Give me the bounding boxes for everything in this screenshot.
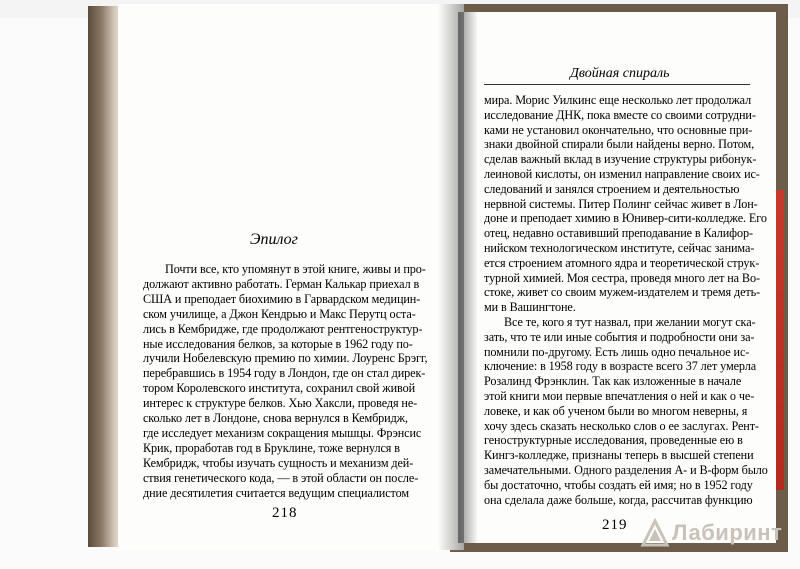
text-line: исследование ДНК, пока вместе со своими сотрудни-: [484, 107, 756, 122]
page-number: 218: [272, 505, 298, 521]
cover-red-stripe: [776, 190, 784, 490]
text-line: Крик, проработав год в Бруклине, тоже вернулся в: [143, 440, 400, 455]
text-line: где исследует механизм сокращения мышцы. Фрэнсис: [143, 425, 422, 440]
text-line: бы достаточно, чтобы создать ей имя; но в 1952 году: [484, 477, 753, 492]
text-line: этой книги мои первые впечатления о ней и как о че-: [484, 389, 755, 403]
text-line: леиновой кислоты, он изменил направление своих ис-: [484, 167, 760, 181]
text-line: лись в Кембридже, где продолжают рентгеноструктур-: [143, 321, 423, 336]
book-page-edges: [88, 6, 122, 547]
text-line: мира. Морис Уилкинс еще несколько лет продолжал: [484, 93, 752, 107]
text-line: Почти все, кто упомянут в этой книге, живы и про-: [165, 262, 426, 276]
text-line: дние десятилетия считается ведущим специалистом: [143, 485, 409, 500]
text-line: ствия генетического кода, — в этой области он после-: [143, 470, 419, 485]
text-line: ловеке, и как об ученом были во многом неверны, я: [484, 403, 748, 418]
text-line: тором Королевского института, сохранил свой живой: [143, 381, 416, 396]
text-line: Розалинд Фрэнклин. Так как изложенные в начале: [484, 374, 742, 389]
text-line: ключение: в 1958 году в возрасте всего 37 лет умерла: [484, 359, 757, 374]
text-line: хочу здесь сказать несколько слов о ее заслугах. Рент-: [484, 418, 759, 433]
text-line: сделав важный вклад в изучение структуры рибонук-: [484, 152, 757, 167]
text-line: должают активно работать. Герман Калькар приехал в: [143, 276, 420, 291]
text-line: ском училище, а Джон Кендрью и Макс Перутц оста-: [143, 306, 416, 321]
text-line: перебравшись в 1954 году в Лондон, где он стал дирек-: [143, 366, 426, 381]
text-line: лучили Нобелевскую премию по химии. Лоуренс Брэгг,: [143, 351, 428, 366]
page-number: 219: [602, 517, 628, 533]
text-line: сколько лет в Лондоне, снова вернулся в Кембридж,: [143, 411, 408, 425]
text-line: помнили по-другому. Есть лишь одно печальное ис-: [484, 344, 750, 359]
text-line: зать, что те или иные события и подробности они за-: [484, 329, 755, 344]
chapter-title: Эпилог: [250, 231, 298, 248]
running-head: Двойная спираль: [570, 66, 670, 81]
text-line: интерес к структуре белков. Хью Хаксли, проведя не-: [143, 396, 418, 411]
text-line: Кембридж, чтобы изучать сущность и механизм дей-: [143, 455, 414, 470]
text-line: стоке, живет со своим мужем-издателем и тремя деть-: [484, 285, 761, 300]
text-line: Кингз-колледже, признаны теперь в высшей степени: [484, 448, 754, 463]
right-gutter-shadow: [458, 12, 478, 543]
text-line: США и преподает биохимию в Гарвардском медицин-: [143, 291, 421, 306]
text-line: отец, недавно оставивший преподавание в Калифор-: [484, 226, 753, 241]
labirint-logo-icon: [640, 518, 670, 548]
text-line: ется строением атомного ядра и теоретической струк-: [484, 255, 760, 270]
text-line: ками не установил окончательно, что основные при-: [484, 122, 753, 137]
text-line: нервной системы. Питер Полинг сейчас живет в Лон-: [484, 196, 758, 211]
text-line: Все те, кого я тут назвал, при желании могут ска-: [504, 315, 756, 329]
text-line: нийском технологическом институте, сейчас занима-: [484, 241, 755, 255]
text-line: знаки двойной спирали были найдены верно. Потом,: [484, 137, 755, 152]
watermark: [640, 518, 782, 548]
running-head-rule: [484, 84, 750, 85]
text-line: турной химией. Моя сестра, проведя много лет на Во-: [484, 270, 760, 285]
text-line: ми в Вашингтоне.: [484, 300, 576, 315]
text-line: доне и преподает химию в Юнивер-сити-колледже. Его: [484, 211, 767, 226]
text-line: следований и занялся строением и деятельностью: [484, 181, 740, 196]
text-line: замечательными. Одного разделения А- и В-форм было: [484, 463, 768, 477]
text-line: ные исследования белков, за которые в 1962 году по-: [143, 336, 413, 351]
text-line: геноструктурные исследования, проведенные ею в: [484, 433, 743, 448]
text-line: она сделала даже больше, когда, рассчитав функцию: [484, 492, 753, 507]
watermark-text: Лабиринт: [672, 520, 783, 545]
